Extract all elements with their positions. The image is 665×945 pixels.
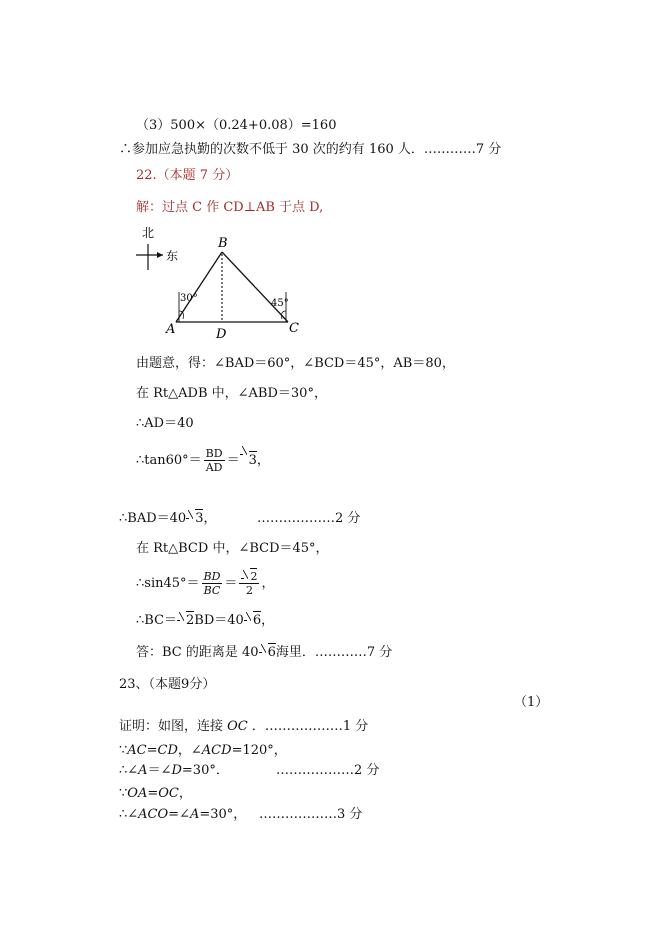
line-calc: （3）500×（0.24+0.08）=160	[136, 118, 337, 133]
fraction-bd-bc: $\frac{BD}{BC}$	[203, 570, 221, 597]
sqrt-3: 3	[240, 446, 257, 476]
part-1-label: （1）	[514, 695, 549, 710]
fraction-sqrt2-2: $\frac{2}{2}$	[239, 570, 259, 597]
sqrt-6-b: 6	[259, 644, 276, 662]
line-sin45: ∴sin45°＝ $\frac{BD}{BC}$ ＝ $\frac{2}{2}$ ，	[136, 570, 275, 597]
line-given: 由题意，得：∠BAD＝60°，∠BCD＝45°，AB＝80，	[136, 356, 455, 371]
vertex-a: A	[166, 322, 176, 337]
point-d: D	[216, 327, 227, 340]
angle-label-a: 30°	[180, 293, 198, 304]
side-bc	[222, 252, 288, 322]
sqrt-6: 6	[244, 612, 261, 630]
triangle-diagram	[130, 222, 310, 340]
north-label: 北	[142, 226, 155, 240]
side-ab	[176, 252, 222, 322]
line-oa-oc: ∵OA=OC，	[119, 786, 192, 801]
line-conclusion: ∴参加应急执勤的次数不低于 30 次的约有 160 人．…………7 分	[119, 142, 502, 157]
east-arrowhead-icon	[157, 252, 163, 258]
line-ad: ∴AD＝40	[136, 416, 194, 431]
line-angle-a-d: ∴∠A＝∠D=30°．	[119, 763, 229, 778]
problem-22-solution-start: 解：过点 C 作 CD⊥AB 于点 D,	[136, 200, 324, 215]
vertex-b: B	[218, 236, 228, 251]
line-angle-aco: ∴∠ACO=∠A=30°，	[119, 807, 247, 822]
line-bad-score: ………………2 分	[257, 511, 361, 526]
line-proof-start: 证明：如图，连接 OC ．………………1 分	[119, 719, 369, 734]
problem-22-header: 22.（本题 7 分）	[136, 168, 239, 183]
line-tan60: ∴tan60°＝ $\frac{BD}{AD}$ ＝ 3，	[136, 447, 270, 474]
line-angle-a-d-score: ………………2 分	[276, 763, 380, 778]
fraction-bd-ad: $\frac{BD}{AD}$	[205, 447, 223, 474]
line-bad: ∴BAD＝40 3，	[119, 511, 217, 526]
line-angle-aco-score: ………………3 分	[259, 807, 363, 822]
sqrt-3-b: 3	[186, 510, 203, 528]
line-answer: 答：BC 的距离是 40 6海里．…………7 分	[136, 645, 393, 660]
line-ac-cd: ∵AC=CD，∠ACD=120°，	[119, 743, 287, 758]
east-label: 东	[166, 249, 179, 263]
line-bc: ∴BC＝ 2BD＝40 6，	[136, 613, 275, 628]
sqrt-2: 2	[177, 612, 194, 630]
line-rt-bcd: 在 Rt△BCD 中，∠BCD＝45°，	[136, 541, 329, 556]
angle-label-c: 45°	[271, 298, 289, 309]
line-rt-adb: 在 Rt△ADB 中，∠ABD＝30°，	[136, 386, 327, 401]
vertex-c: C	[289, 321, 299, 336]
problem-23-header: 23、（本题9分）	[119, 677, 216, 692]
